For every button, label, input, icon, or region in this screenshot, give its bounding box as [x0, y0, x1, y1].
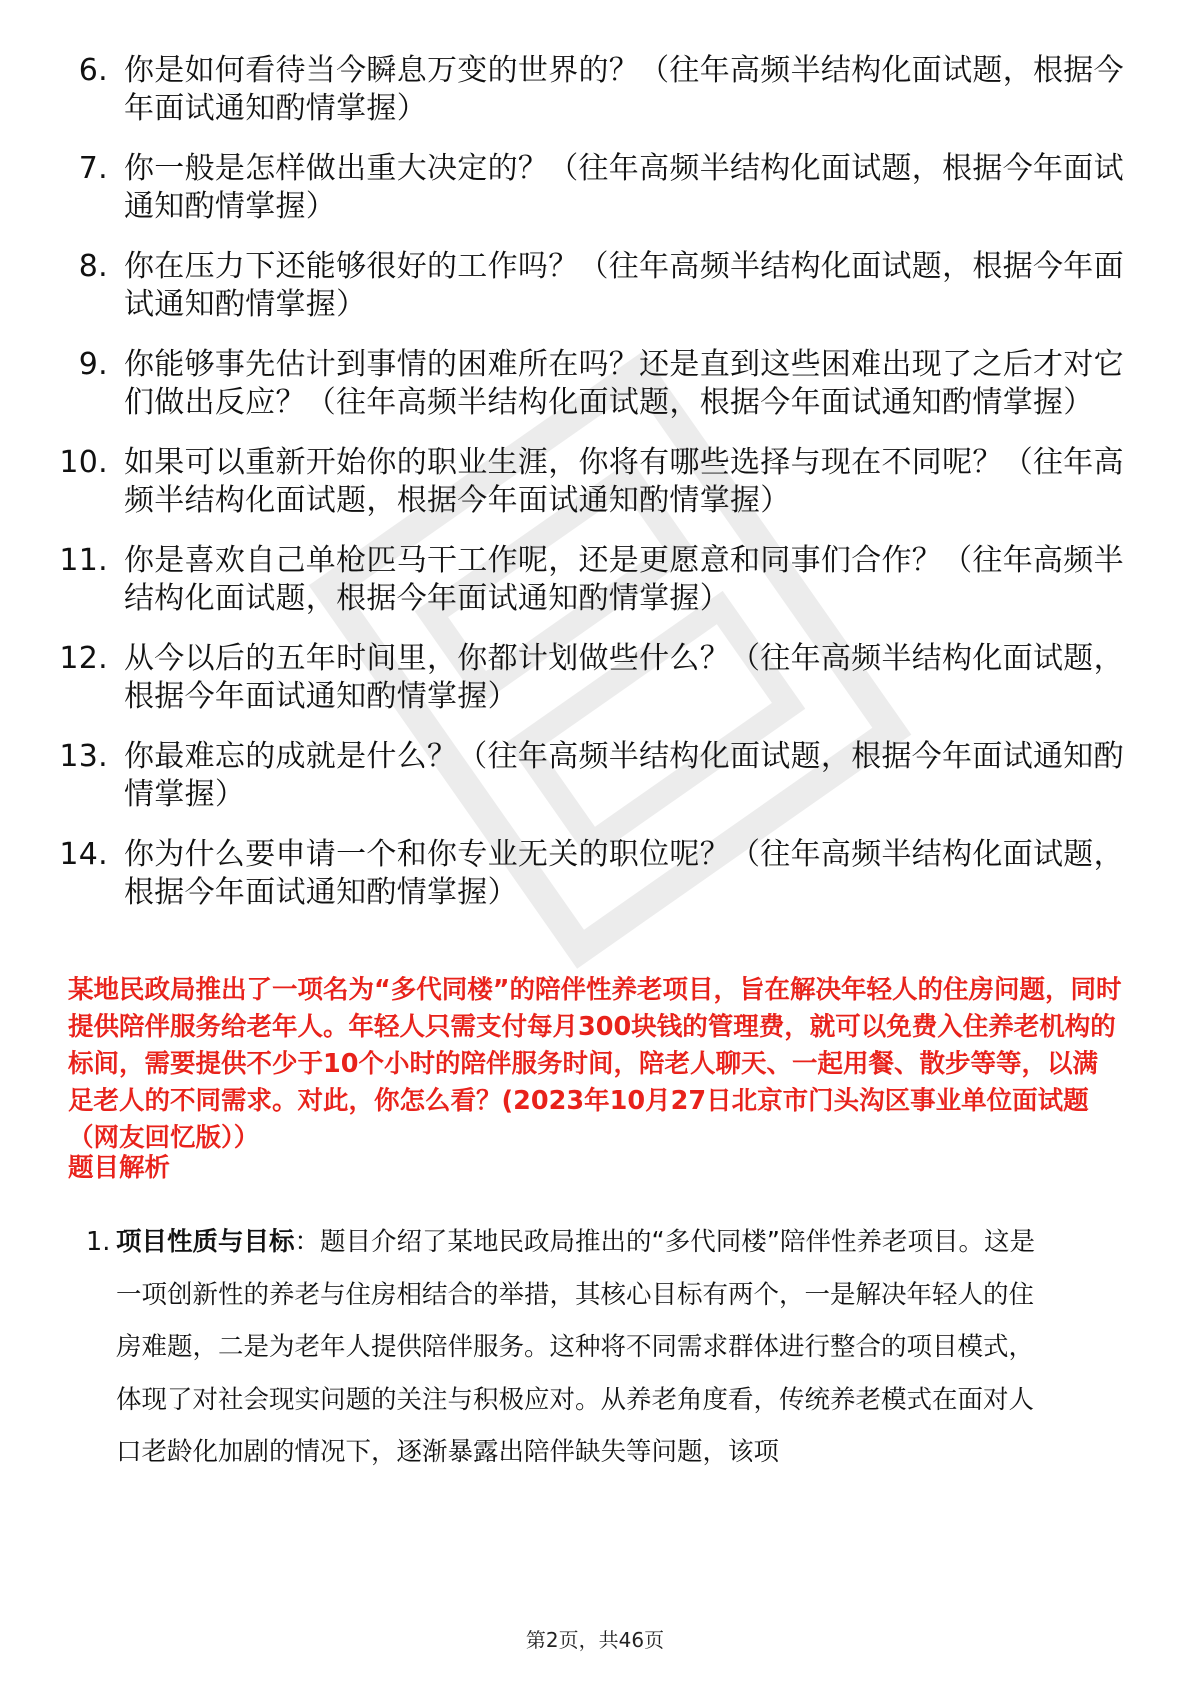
list-item: [0, 150, 1124, 226]
question-list: [0, 52, 1190, 934]
item-number: 11.: [59, 543, 108, 578]
list-item: [0, 52, 1124, 128]
question-text: 你是喜欢自己单枪匹马干工作呢，还是更愿意和同事们合作？（往年高频半结构化面试题，根据今年面试通知酌情掌握）: [124, 543, 1124, 616]
item-number: 1.: [86, 1227, 111, 1257]
item-number: 8.: [78, 249, 108, 284]
analysis-item: [0, 1216, 1036, 1479]
page-footer: 第2页，共46页: [525, 1628, 665, 1652]
analysis-list: [0, 1216, 1190, 1479]
question-text: 你最难忘的成就是什么？（往年高频半结构化面试题，根据今年面试通知酌情掌握）: [124, 739, 1124, 812]
question-text: 你是如何看待当今瞬息万变的世界的？（往年高频半结构化面试题，根据今年面试通知酌情掌握）: [124, 53, 1124, 126]
list-item: [0, 738, 1124, 814]
highlighted-question: 某地民政局推出了一项名为“多代同楼”的陪伴性养老项目，旨在解决年轻人的住房问题，同时提供陪伴服务给老年人。年轻人只需支付每月300块钱的管理费，就可以免费入住养老机构的标间，需要提供不少于10个小时的陪伴服务时间，陪老人聊天、一起用餐、散步等等，以满足老人的不同需求。对此，你怎么看？(2023年10月27日北京市门头沟区事业单位面试题（网友回忆版））: [68, 975, 1122, 1153]
item-number: 13.: [59, 739, 108, 774]
item-number: 7.: [78, 151, 108, 186]
analysis-text: ：题目介绍了某地民政局推出的“多代同楼”陪伴性养老项目。这是一项创新性的养老与住房相结合的举措，其核心目标有两个，一是解决年轻人的住房难题，二是为老年人提供陪伴服务。这种将不同需求群体进行整合的项目模式，体现了对社会现实问题的关注与积极应对。从养老角度看，传统养老模式在面对人口老龄化加剧的情况下，逐渐暴露出陪伴缺失等问题，该项: [116, 1227, 1035, 1467]
question-text: 你一般是怎样做出重大决定的？（往年高频半结构化面试题，根据今年面试通知酌情掌握）: [124, 151, 1124, 224]
question-text: 你能够事先估计到事情的困难所在吗？还是直到这些困难出现了之后才对它们做出反应？（往年高频半结构化面试题，根据今年面试通知酌情掌握）: [124, 347, 1124, 420]
list-item: [0, 248, 1124, 324]
section-title: 题目解析: [68, 1153, 171, 1183]
question-text: 从今以后的五年时间里，你都计划做些什么？（往年高频半结构化面试题，根据今年面试通知酌情掌握）: [124, 641, 1124, 714]
question-text: 你为什么要申请一个和你专业无关的职位呢？（往年高频半结构化面试题，根据今年面试通知酌情掌握）: [124, 837, 1124, 910]
list-item: [0, 346, 1124, 422]
question-text: 如果可以重新开始你的职业生涯，你将有哪些选择与现在不同呢？（往年高频半结构化面试题，根据今年面试通知酌情掌握）: [124, 445, 1124, 518]
list-item: [0, 542, 1124, 618]
list-item: [0, 444, 1124, 520]
analysis-label: 项目性质与目标: [116, 1227, 295, 1257]
item-number: 14.: [59, 837, 108, 872]
list-item: [0, 836, 1124, 912]
item-number: 9.: [78, 347, 108, 382]
list-item: [0, 640, 1124, 716]
item-number: 10.: [59, 445, 108, 480]
question-text: 你在压力下还能够很好的工作吗？（往年高频半结构化面试题，根据今年面试通知酌情掌握）: [124, 249, 1124, 322]
item-number: 6.: [78, 53, 108, 88]
item-number: 12.: [59, 641, 108, 676]
